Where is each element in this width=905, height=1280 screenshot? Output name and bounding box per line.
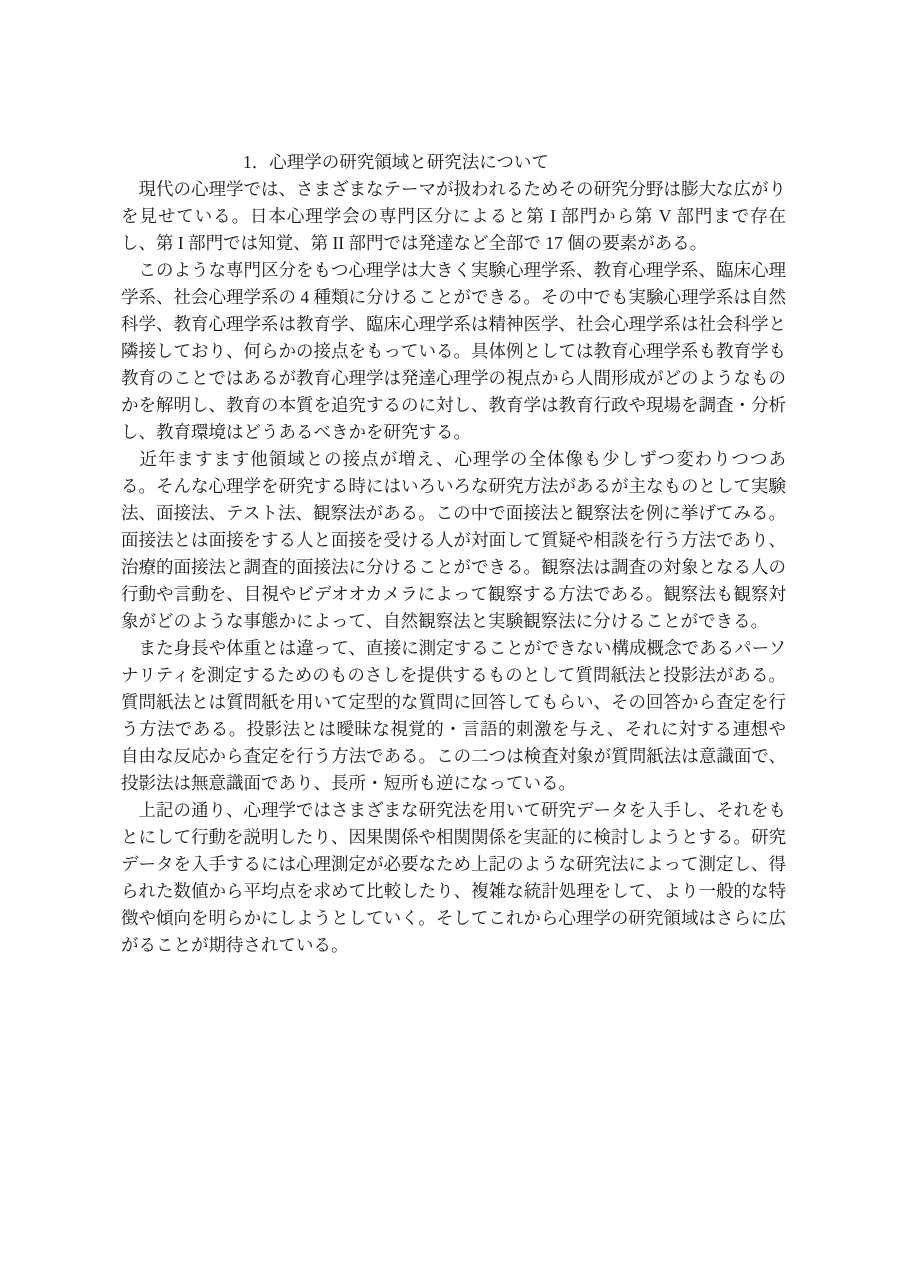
document-title: 1．心理学の研究領域と研究法について [243,152,549,172]
paragraph-3: 近年ますます他領域との接点が増え、心理学の全体像も少しずつ変わりつつある。そんな心理学を研究する時にはいろいろな研究方法があるが主なものとして実験法、面接法、テスト法、観察法がある。この中で面接法と観察法を例に挙げてみる。面接法とは面接をする人と面接を受ける人が対面して質疑や相談を行う方法であり、治療的面接法と調査的面接法に分けることができる。観察法は調査の対象となる人の行動や言動を、目視やビデオオカメラによって観察する方法である。観察法も観察対象がどのような事態かによって、自然観察法と実験観察法に分けることができる。 [121,449,786,631]
paragraph-1: 現代の心理学では、さまざまなテーマが扱われるためその研究分野は膨大な広がりを見せている。日本心理学会の専門区分によると第 I 部門から第 V 部門まで存在し、第 I 部門では知覚、第 II 部門では発達など全部で 17 個の要素がある。 [121,179,786,253]
document-body [121,176,786,959]
paragraph-4: また身長や体重とは違って、直接に測定することができない構成概念であるパーソナリティを測定するためのものさしを提供するものとして質問紙法と投影法がある。質問紙法とは質問紙を用いて定型的な質問に回答してもらい、その回答から査定を行う方法である。投影法とは曖昧な視覚的・言語的刺激を与え、それに対する連想や自由な反応から査定を行う方法である。この二つは検査対象が質問紙法は意識面で、投影法は無意識面であり、長所・短所も逆になっている。 [121,638,786,793]
paragraph-2: このような専門区分をもつ心理学は大きく実験心理学系、教育心理学系、臨床心理学系、社会心理学系の 4 種類に分けることができる。その中でも実験心理学系は自然科学、教育心理学系は教育学、臨床心理学系は精神医学、社会心理学系は社会科学と隣接しており、何らかの接点をもっている。具体例としては教育心理学系も教育学も教育のことではあるが教育心理学は発達心理学の視点から人間形成がどのようなものかを解明し、教育の本質を追究するのに対し、教育学は教育行政や現場を調査・分析し、教育環境はどうあるべきかを研究する。 [121,260,786,442]
paragraph-5: 上記の通り、心理学ではさまざまな研究法を用いて研究データを入手し、それをもとにして行動を説明したり、因果関係や相関関係を実証的に検討しようとする。研究データを入手するには心理測定が必要なため上記のような研究法によって測定し、得られた数値から平均点を求めて比較したり、複雑な統計処理をして、より一般的な特徴や傾向を明らかにしようとしていく。そしてこれから心理学の研究領域はさらに広がることが期待されている。 [121,800,786,955]
